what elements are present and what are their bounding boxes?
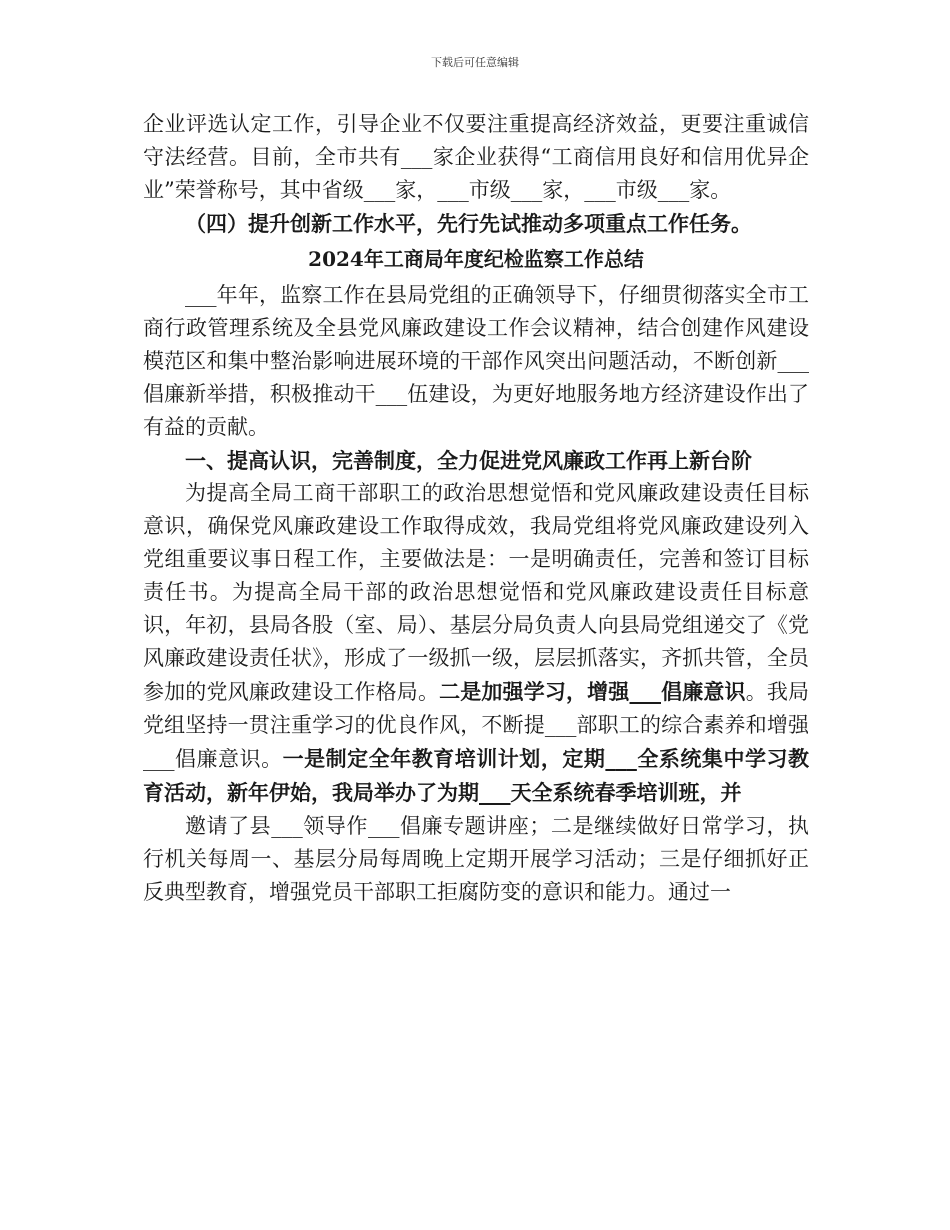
page-header: 下载后可任意编辑 [431,56,519,69]
paragraph-3-part-d: 一是制定全年教育培训计划，定期___全系统集中学习教育活动，新年伊始，我局举办了为期___天全系统春季培训班，并 [143,746,810,805]
section-heading-1: 一、提高认识，完善制度，全力促进党风廉政工作再上新台阶 [185,448,752,473]
document-title: 2024年工商局年度纪检监察工作总结 [308,247,644,271]
paragraph-4: 邀请了县___领导作___倡廉专题讲座；二是继续做好日常学习，执行机关每周一、基层分局每周晚上定期开展学习活动；三是仔细抓好正反典型教育，增强党员干部职工拒腐防变的意识和能力。通过一 [143,814,809,904]
paragraph-2: ___年年，监察工作在县局党组的正确领导下，仔细贯彻落实全市工商行政管理系统及全县党风廉政建设工作会议精神，结合创建作风建设模范区和集中整治影响进展环境的干部作风突出问题活动，不断创新___倡廉新举措，积极推动干___伍建设，为更好地服务地方经济建设作出了有益的贡献。 [143,283,809,439]
paragraph-3-part-c: 。我局党组坚持一贯注重学习的优良作风，不断提___部职工的综合素养和增强___倡廉意识。 [143,680,810,771]
paragraph-3-part-a: 为提高全局工商干部职工的政治思想觉悟和党风廉政建设责任目标意识，确保党风廉政建设工作取得成效，我局党组将党风廉政建设列入党组重要议事日程工作，主要做法是：一是明确责任，完善和签订目标责任书。为提高全局干部的政治思想觉悟和党风廉政建设责任目标意识，年初，县局各股（室、局）、基层分局负责人向县局党组递交了《党风廉政建设责任状》，形成了一级抓一级，层层抓落实，齐抓共管，全员参加的党风廉政建设工作格局。 [143,481,809,704]
paragraph-1: 企业评选认定工作，引导企业不仅要注重提高经济效益，更要注重诚信守法经营。目前，全市共有___家企业获得“工商信用良好和信用优异企业”荣誉称号，其中省级___家，___市级___家，___市级___家。 [143,112,809,202]
paragraph-3 [143,477,809,810]
section-heading-4: （四）提升创新工作水平，先行先试推动多项重点工作任务。 [185,211,752,236]
paragraph-3-part-b: 二是加强学习，增强___倡廉意识 [439,679,746,704]
document-body [143,108,809,909]
